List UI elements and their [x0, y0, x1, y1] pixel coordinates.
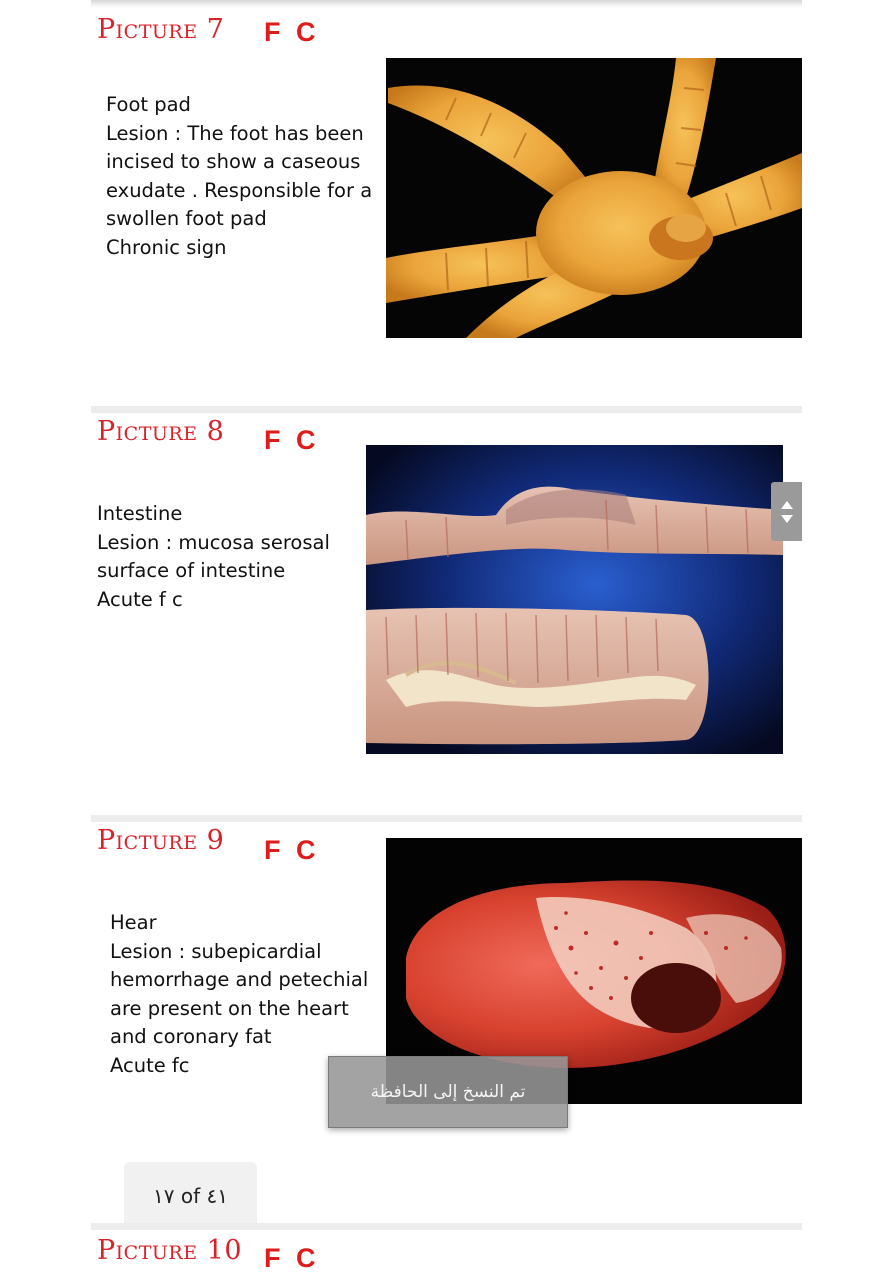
picture-10-tag: F C: [264, 1243, 320, 1273]
description-line: and coronary fat: [110, 1025, 272, 1049]
section-divider: [91, 406, 802, 413]
picture-9-title: Picture 9: [97, 825, 225, 856]
page-top-edge: [91, 0, 802, 8]
clipboard-toast: تم النسخ إلى الحافظة: [328, 1056, 568, 1128]
description-line: Lesion : subepicardial: [110, 939, 322, 963]
description-line: Foot pad: [106, 93, 191, 116]
picture-9-tag: F C: [264, 835, 320, 865]
description-line: Intestine: [97, 502, 183, 525]
description-line: Hear: [110, 911, 157, 934]
picture-7-description: [106, 91, 372, 263]
picture-8-tag: F C: [264, 425, 320, 455]
intestine-photo: [366, 445, 783, 754]
section-divider: [91, 1223, 802, 1230]
description-line: swollen foot pad: [106, 207, 267, 231]
description-line: Chronic sign: [106, 235, 227, 259]
description-line: exudate . Responsible for a: [106, 178, 373, 202]
picture-9-description: [110, 909, 368, 1081]
picture-10-title: Picture 10: [97, 1235, 243, 1266]
description-line: hemorrhage and petechial: [110, 968, 369, 992]
picture-8-description: [97, 500, 330, 614]
description-line: are present on the heart: [110, 996, 349, 1020]
section-divider: [91, 815, 802, 822]
description-line: Lesion : The foot has been: [106, 121, 364, 145]
description-line: Acute fc: [110, 1053, 190, 1077]
scroll-arrows-icon: [780, 499, 794, 525]
fast-scroll-handle[interactable]: [771, 482, 802, 541]
picture-8-title: Picture 8: [97, 416, 225, 447]
page-indicator: ١٧ of ٤١: [124, 1162, 257, 1230]
description-line: incised to show a caseous: [106, 150, 361, 174]
description-line: Acute f c: [97, 587, 183, 611]
chicken-foot-photo: [386, 58, 802, 338]
picture-7-tag: F C: [264, 17, 320, 47]
picture-7-title: Picture 7: [97, 14, 225, 45]
description-line: surface of intestine: [97, 559, 286, 583]
description-line: Lesion : mucosa serosal: [97, 530, 330, 554]
